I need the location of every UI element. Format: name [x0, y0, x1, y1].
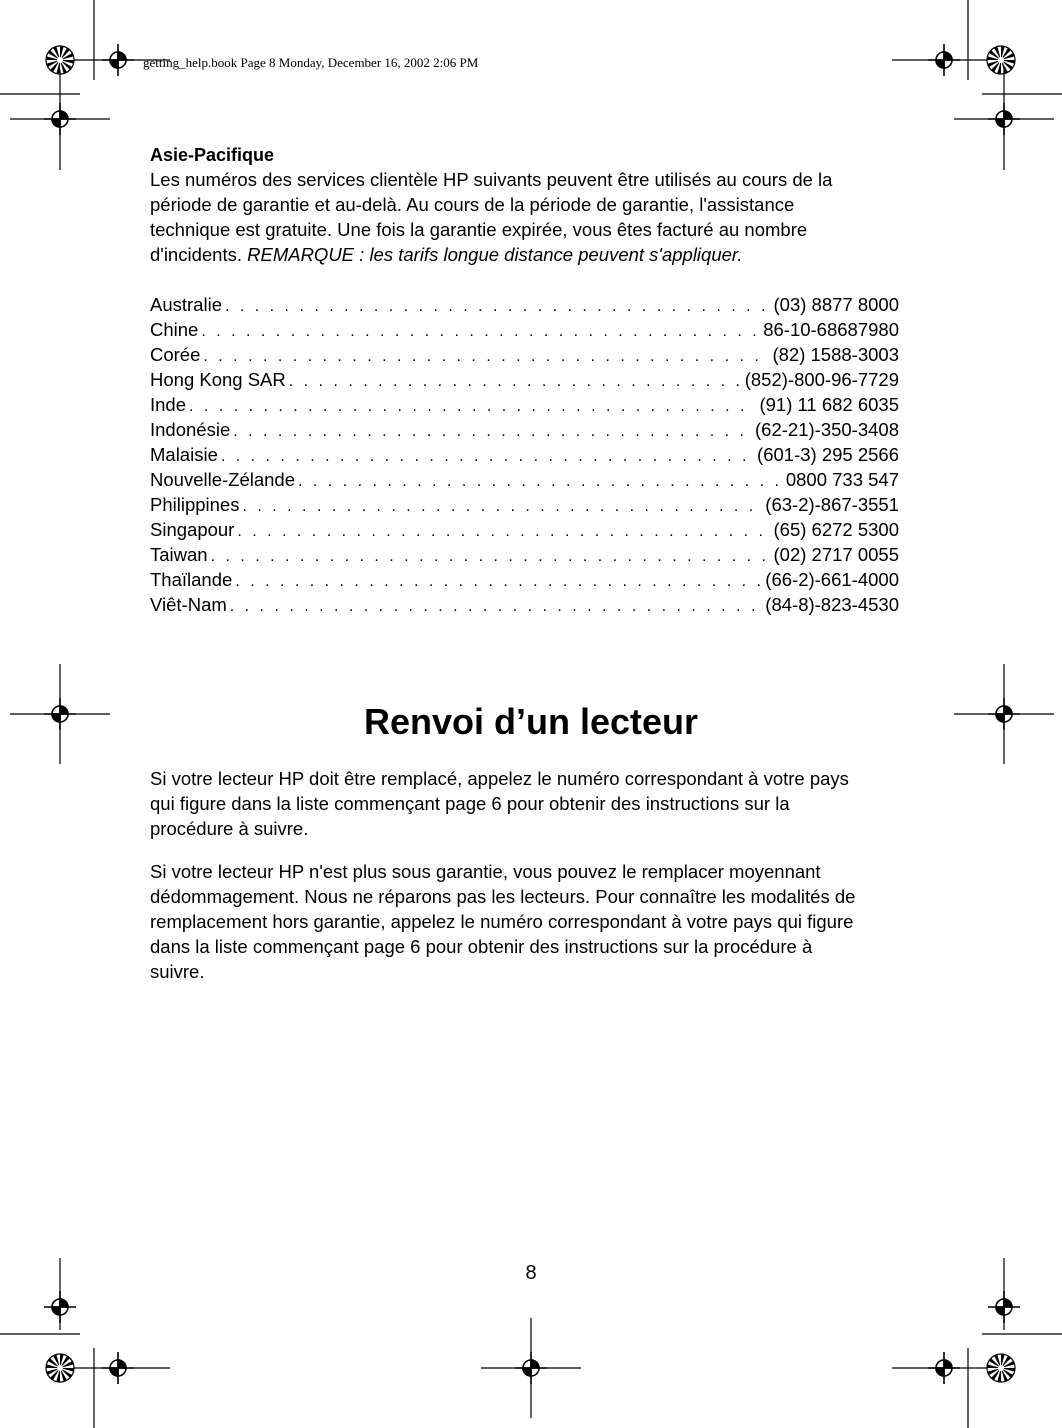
- phone-number: 86-10-68687980: [763, 319, 899, 340]
- paragraph-line: dans la liste commençant page 6 pour obtenir des instructions sur la procédure à: [150, 936, 813, 957]
- paragraph-line: Si votre lecteur HP n'est plus sous garantie, vous pouvez le remplacer moyennant: [150, 861, 821, 882]
- intro-paragraph: [150, 167, 910, 267]
- phone-number: (91) 11 682 6035: [759, 394, 899, 415]
- phone-row-singapour: [150, 517, 899, 542]
- phone-row-inde: [150, 392, 899, 417]
- phone-number: (82) 1588-3003: [772, 344, 899, 365]
- phone-row-australie: [150, 292, 899, 317]
- dot-leader: [203, 344, 769, 367]
- phone-number: (852)-800-96-7729: [744, 369, 899, 390]
- phone-row-thailande: [150, 567, 899, 592]
- phone-row-hong-kong: [150, 367, 899, 392]
- phone-number: (66-2)-661-4000: [765, 569, 899, 590]
- paragraph-line: procédure à suivre.: [150, 818, 309, 839]
- intro-line: période de garantie et au-delà. Au cours de la période de garantie, l'assistance: [150, 194, 795, 215]
- phone-row-nouvelle-zelande: [150, 467, 899, 492]
- long-distance-note: REMARQUE : les tarifs longue distance peuvent s'appliquer.: [247, 244, 743, 265]
- paragraph-line: remplacement hors garantie, appelez le numéro correspondant à votre pays qui figure: [150, 911, 854, 932]
- country-name: Nouvelle-Zélande: [150, 469, 296, 490]
- country-name: Singapour: [150, 519, 235, 540]
- phone-number: (84-8)-823-4530: [765, 594, 899, 615]
- dot-leader: [298, 469, 783, 492]
- asia-pacific-section: [150, 143, 910, 617]
- phone-number-list: [150, 292, 899, 617]
- country-name: Inde: [150, 394, 187, 415]
- dot-leader: [242, 494, 762, 517]
- dot-leader: [221, 444, 754, 467]
- intro-line: technique est gratuite. Une fois la garantie expirée, vous êtes facturé au nombre: [150, 219, 808, 240]
- country-name: Hong Kong SAR: [150, 369, 286, 390]
- country-name: Taiwan: [150, 544, 208, 565]
- dot-leader: [237, 519, 770, 542]
- paragraph-line: qui figure dans la liste commençant page 6 pour obtenir des instructions sur la: [150, 793, 790, 814]
- phone-row-indonesie: [150, 417, 899, 442]
- intro-line: Les numéros des services clientèle HP suivants peuvent être utilisés au cours de la: [150, 169, 833, 190]
- phone-number: (62-21)-350-3408: [755, 419, 899, 440]
- paragraph-line: Si votre lecteur HP doit être remplacé, appelez le numéro correspondant à votre pays: [150, 768, 849, 789]
- section-heading: Asie-Pacifique: [150, 145, 275, 165]
- dot-leader: [289, 369, 742, 392]
- country-name: Philippines: [150, 494, 240, 515]
- page-title: Renvoi d’un lecteur: [363, 701, 699, 742]
- paragraph-line: suivre.: [150, 961, 205, 982]
- phone-number: (63-2)-867-3551: [765, 494, 899, 515]
- phone-number: (601-3) 295 2566: [757, 444, 899, 465]
- dot-leader: [211, 544, 771, 567]
- dot-leader: [225, 294, 771, 317]
- phone-row-chine: [150, 317, 899, 342]
- dot-leader: [230, 594, 763, 617]
- print-slug-line: getting_help.book Page 8 Monday, December 16, 2002 2:06 PM: [143, 55, 479, 70]
- phone-number: (03) 8877 8000: [773, 294, 899, 315]
- country-name: Viêt-Nam: [150, 594, 227, 615]
- paragraph-line: dédommagement. Nous ne réparons pas les lecteurs. Pour connaître les modalités de: [150, 886, 856, 907]
- dot-leader: [233, 419, 752, 442]
- country-name: Chine: [150, 319, 199, 340]
- dot-leader: [189, 394, 756, 417]
- dot-leader: [235, 569, 762, 592]
- country-name: Indonésie: [150, 419, 231, 440]
- phone-row-coree: [150, 342, 899, 367]
- page-number: 8: [525, 1262, 537, 1284]
- phone-row-taiwan: [150, 542, 899, 567]
- phone-number: (65) 6272 5300: [773, 519, 899, 540]
- phone-row-philippines: [150, 492, 899, 517]
- phone-number: (02) 2717 0055: [773, 544, 899, 565]
- country-name: Thaïlande: [150, 569, 233, 590]
- return-section-body: [150, 766, 920, 1002]
- paragraph-out-of-warranty: [150, 859, 920, 984]
- country-name: Malaisie: [150, 444, 218, 465]
- country-name: Corée: [150, 344, 201, 365]
- dot-leader: [201, 319, 760, 342]
- phone-row-malaisie: [150, 442, 899, 467]
- intro-line: d'incidents.: [150, 244, 248, 265]
- phone-row-viet-nam: [150, 592, 899, 617]
- country-name: Australie: [150, 294, 222, 315]
- phone-number: 0800 733 547: [785, 469, 899, 490]
- paragraph-replacement: [150, 766, 920, 841]
